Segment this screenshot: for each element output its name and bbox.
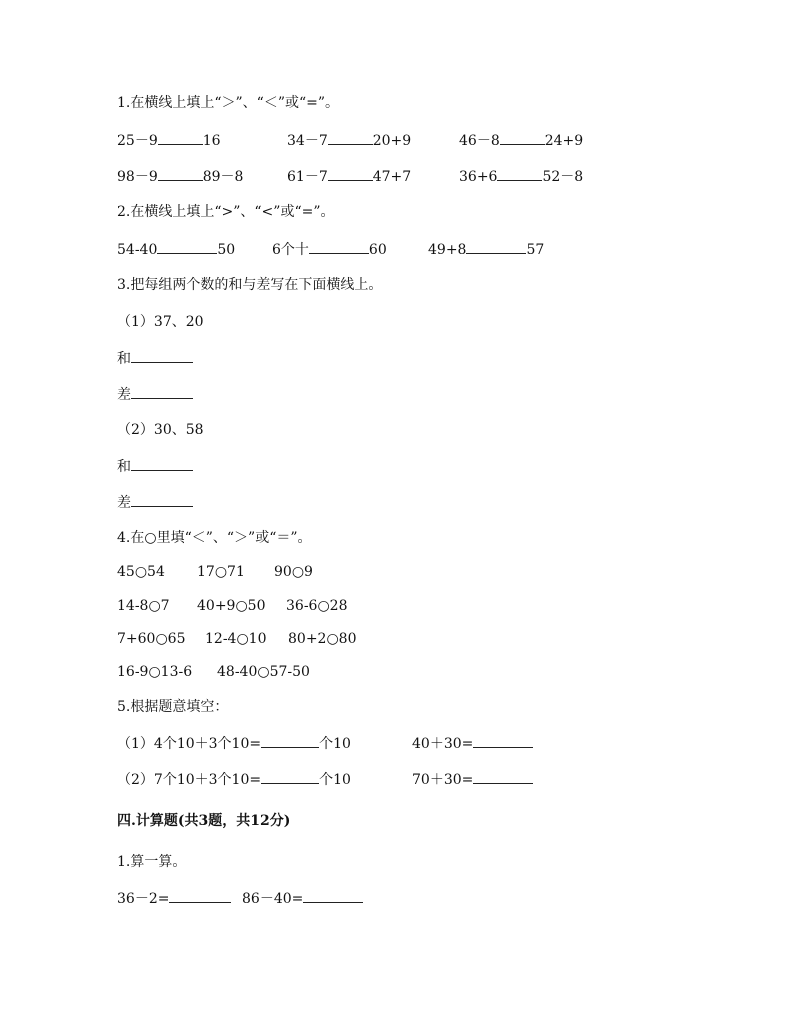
q4-item[interactable]: 40+9○50 [197,598,266,614]
q3-title: 3.把每组两个数的和与差写在下面横线上。 [117,277,383,293]
q1-item: 61－7 47+7 [287,169,412,185]
q5-item: （2）7个10＋3个10= 个10 [117,772,351,788]
answer-blank[interactable] [309,240,369,254]
answer-blank[interactable] [328,167,373,181]
q4-item[interactable]: 14-8○7 [117,598,170,614]
answer-blank[interactable] [131,349,193,363]
answer-blank[interactable] [131,493,193,507]
q1-item: 34－7 20+9 [287,133,412,149]
q2-item: 6个十 60 [272,242,387,258]
answer-blank[interactable] [303,889,363,903]
answer-blank[interactable] [466,240,526,254]
q4-item[interactable]: 80+2○80 [288,631,357,647]
calc-item: 86－40= [242,889,363,908]
answer-blank[interactable] [473,770,533,784]
q4-item[interactable]: 7+60○65 [117,631,186,647]
q5-title: 5.根据题意填空： [117,699,229,715]
q1-item: 36+6 52－8 [459,169,584,185]
answer-blank[interactable] [261,734,319,748]
q2-title: 2.在横线上填上“>”、“<”或“=”。 [117,204,335,220]
answer-blank[interactable] [169,889,231,903]
sum-row: 和 [117,349,193,368]
q1-title: 1.在横线上填上“＞”、“＜”或“=”。 [117,95,340,111]
answer-blank[interactable] [131,457,193,471]
q1-item: 25－9 16 [117,133,221,149]
calc-item: 36－2= [117,889,231,908]
answer-blank[interactable] [158,131,203,145]
q2-item: 49+8 57 [428,242,545,258]
section-heading: 四.计算题(共3题，共12分) [117,813,291,829]
answer-blank[interactable] [497,167,542,181]
sum-row: 和 [117,457,193,476]
answer-blank[interactable] [157,240,217,254]
s4-q1-title: 1.算一算。 [117,854,187,870]
q5-item: 40＋30= [412,734,533,753]
q4-item[interactable]: 90○9 [274,564,313,580]
q4-item[interactable]: 12-4○10 [205,631,267,647]
diff-row: 差 [117,493,193,512]
q3-group-2: （2）30、58 [117,422,204,438]
answer-blank[interactable] [261,770,319,784]
answer-blank[interactable] [158,167,203,181]
answer-blank[interactable] [131,385,193,399]
q4-item[interactable]: 16-9○13-6 [117,664,193,680]
q4-item[interactable]: 36-6○28 [286,598,348,614]
q4-item[interactable]: 48-40○57-50 [217,664,310,680]
q5-item: 70＋30= [412,770,533,789]
diff-row: 差 [117,385,193,404]
answer-blank[interactable] [328,131,373,145]
answer-blank[interactable] [500,131,545,145]
q4-item[interactable]: 45○54 [117,564,165,580]
q2-item: 54-40 50 [117,242,236,258]
q5-item: （1）4个10＋3个10= 个10 [117,736,351,752]
q1-item: 46－8 24+9 [459,133,584,149]
q1-item: 98－9 89－8 [117,169,244,185]
answer-blank[interactable] [473,734,533,748]
q4-item[interactable]: 17○71 [197,564,245,580]
q3-group-1: （1）37、20 [117,314,204,330]
q4-title: 4.在○里填“＜”、“＞”或“＝”。 [117,530,312,546]
